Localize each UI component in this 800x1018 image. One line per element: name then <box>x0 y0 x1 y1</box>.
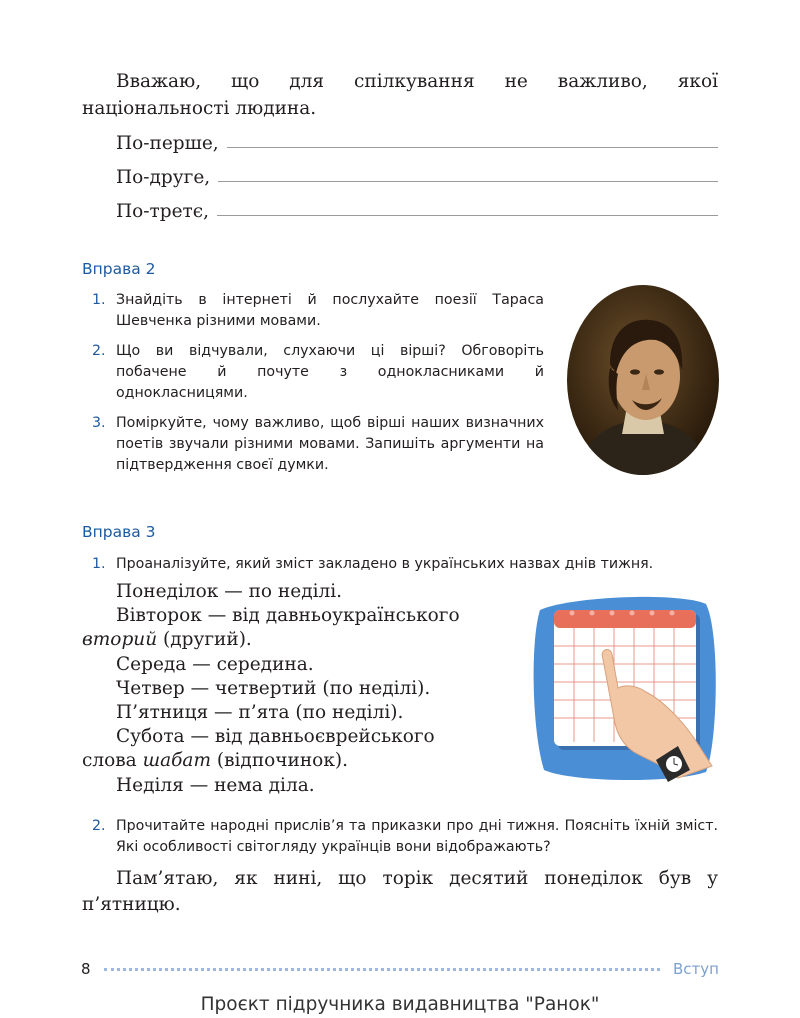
list-item-number: 2. <box>92 818 106 834</box>
list-item-number: 1. <box>92 556 106 572</box>
italic-word: вторий <box>82 629 158 651</box>
list-item-number: 2. <box>92 343 106 359</box>
draft-watermark-note: Проєкт підручника видавництва "Ранок" <box>200 994 600 1015</box>
weekday-line <box>82 628 482 652</box>
fill-line-first <box>116 124 718 154</box>
weekday-line-tail: (відпочинок). <box>211 750 348 772</box>
exercise-2-title: Вправа 2 <box>82 260 156 278</box>
list-item <box>92 816 718 858</box>
weekday-etymology-block <box>82 580 482 798</box>
answer-line <box>217 215 718 216</box>
list-item-text: Поміркуйте, чому важливо, щоб вірші наших визначних поетів звучали різними мовами. Запишіть аргументи на підтвердження своєї думки. <box>116 415 544 473</box>
fill-line-label: По-перше, <box>116 133 219 154</box>
shevchenko-portrait-image <box>566 284 720 476</box>
list-item <box>92 290 544 332</box>
weekday-line: Субота — від давньоєврейського <box>116 726 435 748</box>
list-item-number: 3. <box>92 415 106 431</box>
list-item-text: Знайдіть в інтернеті й послухайте поезії Тараса Шевченка різними мовами. <box>116 292 544 329</box>
weekday-line <box>82 749 482 773</box>
calendar-illustration <box>530 592 720 784</box>
exercise-3-list-2 <box>92 816 718 858</box>
answer-line <box>227 147 718 148</box>
list-item <box>92 554 718 575</box>
list-item <box>92 413 544 476</box>
weekday-line: Вівторок — від давньоукраїнського <box>116 605 460 627</box>
weekday-line: Неділя — нема діла. <box>116 774 315 796</box>
list-item-text: Проаналізуйте, який зміст закладено в українських назвах днів тижня. <box>116 556 654 572</box>
answer-line <box>218 181 718 182</box>
weekday-line: Четвер — четвертий (по неділі). <box>116 677 431 699</box>
weekday-line-tail: (другий). <box>157 629 252 651</box>
intro-paragraph: Вважаю, що для спілкування не важливо, якої національності людина. <box>82 71 718 119</box>
exercise-3-list-1 <box>92 554 718 575</box>
list-item-number: 1. <box>92 292 106 308</box>
page-number: 8 <box>81 960 91 978</box>
footer-section-label: Вступ <box>673 960 719 978</box>
weekday-line: Понеділок — по неділі. <box>116 581 343 602</box>
weekday-line: П’ятниця — п’ята (по неділі). <box>116 702 404 724</box>
exercise-3-title: Вправа 3 <box>82 523 156 541</box>
exercise-2-list <box>92 290 544 476</box>
fill-line-third <box>116 192 718 222</box>
list-item-text: Що ви відчували, слухаючи ці вірші? Обговоріть побачене й почуте з однокласниками й однокласницями. <box>116 343 544 401</box>
italic-word: шабат <box>142 750 211 772</box>
list-item-text: Прочитайте народні прислів’я та приказки про дні тижня. Поясніть їхній зміст. Які особливості світогляду українців вони відображають? <box>116 818 718 855</box>
fill-line-label: По-третє, <box>116 201 210 222</box>
list-item <box>92 341 544 404</box>
fill-line-label: По-друге, <box>116 167 211 188</box>
weekday-line-head: слова <box>82 750 143 772</box>
footer-divider <box>104 968 660 971</box>
fill-line-second <box>116 158 718 188</box>
weekday-line: Середа — середина. <box>116 653 314 675</box>
proverb-text: Пам’ятаю, як нині, що торік десятий понеділок був у п’ятницю. <box>82 868 718 915</box>
